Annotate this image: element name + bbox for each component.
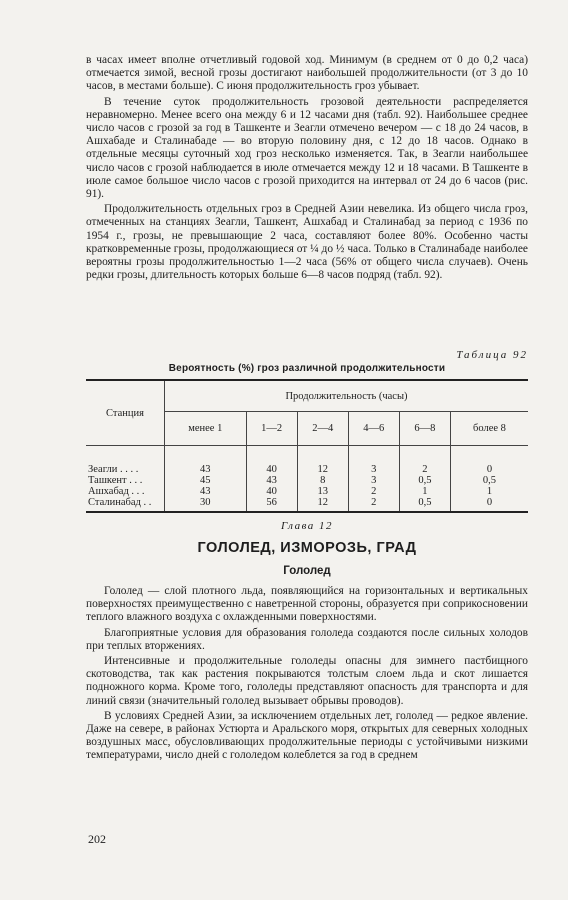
station-name: Зеагли . . . . [86,464,165,475]
paragraph: В течение суток продолжительность грозовой деятельности распределяется неравномерно. Менее всего она между 6 и 12 часами дня (табл. 92). Наибольшее среднее число часов с грозой за год в Ташкенте и Зеагли отмечено вечером — с 18 до 24 часов, в Ашхабаде и Сталинабаде — во вторую половину дня, с 12 до 18 часов. Однако в отдельные месяцы суточный ход гроз несколько изменяется. Так, в Зеагли наибольшее число часов с грозой наблюдается в июле отмечается между 12 и 18 часами. В Ташкенте в июле самое большое число часов с грозой приходится на интервал от 24 до 6 часов (рис. 91). [86,95,528,201]
column-header: 4—6 [348,412,399,446]
column-header: 2—4 [297,412,348,446]
station-name: Ашхабад . . . [86,486,165,497]
table-cell: 30 [165,497,247,512]
paragraph: Интенсивные и продолжительные гололеды опасны для зимнего пастбищного скотоводства, так как растения покрываются толстым слоем льда и скот лишается подножного корма. Кроме того, гололеды представляют опасность для транспорта и для линий связи (значительный гололед вызывает обрывы проводов). [86,655,528,707]
paragraph: В условиях Средней Азии, за исключением отдельных лет, гололед — редкое явление. Даже на севере, в районах Устюрта и Аральского моря, открытых для северных холодных воздушных масс, обусловливающих продолжительные периоды с устойчивыми низкими температурами, число дней с гололедом колеблется за год в среднем [86,709,528,762]
table-cell: 1 [399,486,450,497]
paragraph: Благоприятные условия для образования гололеда создаются после сильных холодов при теплых вторжениях. [86,626,528,652]
table-cell: 56 [246,497,297,512]
table-cell: 43 [246,475,297,486]
column-header: 1—2 [246,412,297,446]
section-title: Гололед [283,565,331,577]
table-cell: 45 [165,475,247,486]
column-header: менее 1 [165,412,247,446]
table-cell: 0,5 [399,475,450,486]
probability-table [86,379,528,513]
station-name: Сталинабад . . [86,497,165,512]
table-cell: 8 [297,475,348,486]
table-row [86,464,528,475]
table-cell: 12 [297,497,348,512]
table-cell: 40 [246,486,297,497]
table-row [86,475,528,486]
table-cell: 0 [450,497,528,512]
table-cell: 12 [297,464,348,475]
table-number: Таблица 92 [456,349,528,361]
chapter-label: Глава 12 [280,520,334,532]
table-cell: 0 [486,464,493,475]
station-name: Ташкент . . . [86,475,165,486]
column-header: более 8 [450,412,528,446]
paragraph: Гололед — слой плотного льда, появляющийся на горизонтальных и вертикальных поверхностях преимущественно с наветренной стороны, образуется при соприкосновении теплого влажного воздуха с охлажденными поверхностями. [86,585,528,624]
chapter-title: ГОЛОЛЕД, ИЗМОРОЗЬ, ГРАД [197,540,417,556]
column-header: 6—8 [399,412,450,446]
paragraph: в часах имеет вполне отчетливый годовой ход. Минимум (в среднем от 0 до 0,2 часа) отмечается зимой, весной грозы достигают наибольшей продолжительности (от 3 до 10 часов, в местами больше). С июня продолжительность гроз убывает. [86,54,528,93]
table-cell: 3 [348,464,399,475]
table-cell: 13 [297,486,348,497]
table-cell: 40 [246,464,297,475]
table-cell: 2 [348,497,399,512]
table-cell: 43 [165,486,247,497]
top-text-block [86,54,528,284]
station-header: Станция [86,380,165,446]
table-cell: 2 [399,464,450,475]
table-caption: Вероятность (%) гроз различной продолжительности [168,363,446,374]
table-cell: 43 [165,464,247,475]
table-cell: 0,5 [482,475,497,486]
table-row [86,486,528,497]
table-cell: 3 [348,475,399,486]
table-row [86,497,528,512]
table-cell: 0,5 [399,497,450,512]
bottom-text-block [86,585,528,765]
table-cell: 1 [486,486,493,497]
table-cell: 2 [348,486,399,497]
duration-group-header: Продолжительность (часы) [165,380,529,412]
page-number: 202 [88,832,106,846]
paragraph: Продолжительность отдельных гроз в Средней Азии невелика. Из общего числа гроз, отмеченных на станциях Зеагли, Ташкент, Ашхабад и Сталинабад за период с 1936 по 1954 г., грозы, не превышающие 2 часа, составляют более 80%. Особенно часты кратковременные грозы, продолжающиеся от ¼ до ½ часа. Только в Сталинабаде наиболее вероятны грозы продолжительностью 1—2 часа (56% от общего числа случаев). Очень редки грозы, длительность которых больше 6—8 часов подряд (табл. 92). [86,203,528,282]
